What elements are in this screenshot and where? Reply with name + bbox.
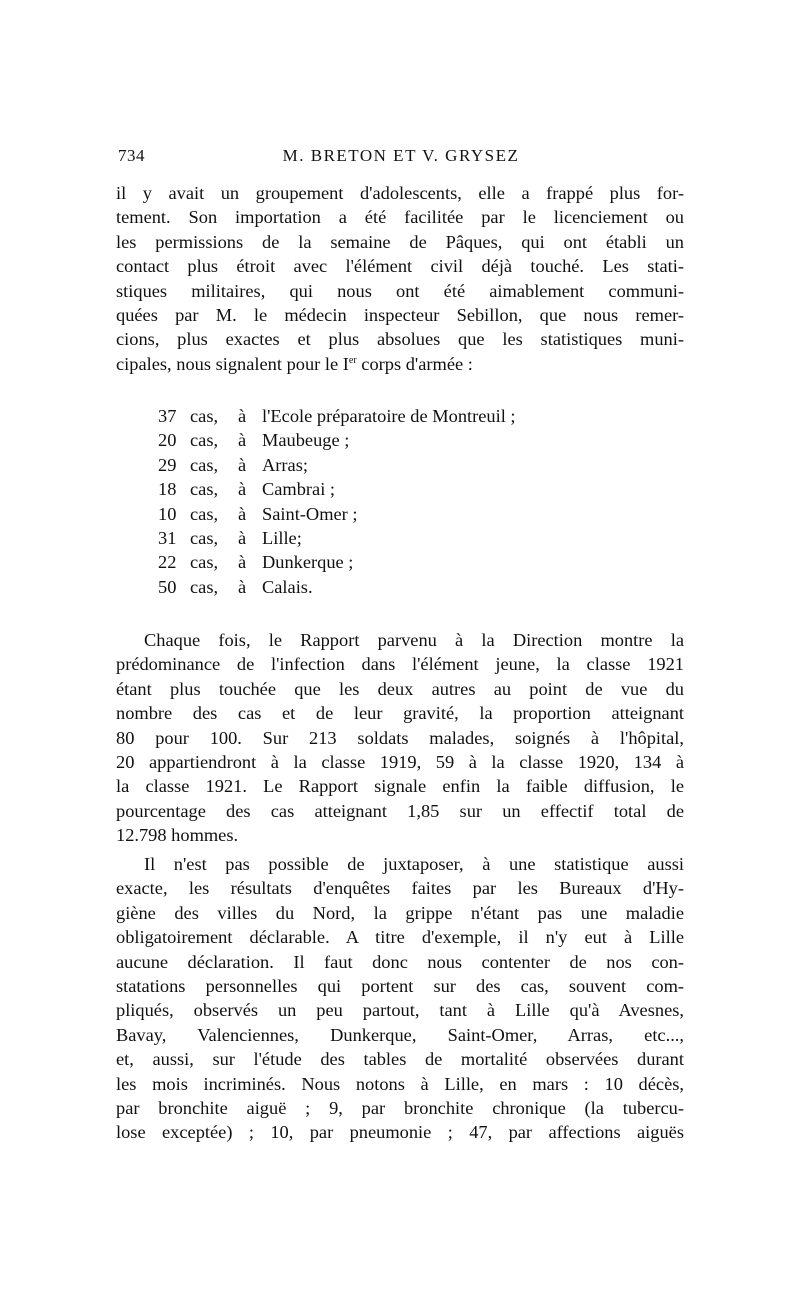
case-label: cas, (190, 528, 219, 549)
cases-list (158, 404, 516, 599)
case-place: Arras; (262, 454, 308, 475)
text-line: prédominance de l'infection dans l'élément jeune, la classe 1921 (116, 654, 684, 675)
case-count: 20 (158, 430, 177, 451)
text-line: giène des villes du Nord, la grippe n'étant pas une maladie (116, 902, 684, 923)
text-fragment: corps d'armée : (356, 353, 473, 374)
case-count: 31 (158, 528, 177, 549)
running-title: M. BRETON ET V. GRYSEZ (282, 146, 520, 165)
list-item (158, 404, 516, 428)
text-line: il y avait un groupement d'adolescents, elle a frappé plus for- (116, 183, 684, 203)
list-item (158, 575, 516, 599)
list-item (158, 550, 516, 574)
paragraph-1 (116, 181, 684, 376)
case-place: Dunkerque ; (262, 552, 354, 573)
text-line: Bavay, Valenciennes, Dunkerque, Saint-Omer, Arras, etc..., (116, 1024, 684, 1045)
text-line: lose exceptée) ; 10, par pneumonie ; 47, par affections aiguës (116, 1122, 684, 1143)
text-line: cions, plus exactes et plus absolues que les statistiques muni- (116, 329, 684, 350)
case-preposition: à (238, 552, 247, 573)
case-preposition: à (238, 528, 247, 549)
case-count: 10 (158, 503, 177, 524)
case-place: Saint-Omer ; (262, 503, 358, 524)
text-line: pliqués, observés un peu partout, tant à Lille qu'à Avesnes, (116, 1000, 684, 1021)
paragraph-2 (116, 628, 684, 848)
case-preposition: à (238, 454, 247, 475)
case-place: l'Ecole préparatoire de Montreuil ; (262, 406, 516, 426)
case-count: 18 (158, 479, 177, 500)
text-line: 12.798 hommes. (116, 825, 239, 846)
text-line: les permissions de la semaine de Pâques, qui ont établi un (116, 231, 684, 252)
case-preposition: à (238, 503, 247, 524)
text-line: 20 appartiendront à la classe 1919, 59 à la classe 1920, 134 à (116, 752, 684, 773)
case-count: 37 (158, 406, 177, 426)
text-line: obligatoirement déclarable. A titre d'exemple, il n'y eut à Lille (116, 927, 684, 948)
text-line: exacte, les résultats d'enquêtes faites par les Bureaux d'Hy- (116, 878, 684, 899)
list-item (158, 477, 516, 501)
case-place: Cambrai ; (262, 479, 336, 500)
text-line: quées par M. le médecin inspecteur Sebillon, que nous remer- (116, 305, 684, 326)
list-item (158, 502, 516, 526)
text-line: les mois incriminés. Nous notons à Lille, en mars : 10 décès, (116, 1073, 684, 1094)
text-line: étant plus touchée que les deux autres au point de vue du (116, 678, 684, 699)
text-line: tement. Son importation a été facilitée par le licenciement ou (116, 207, 684, 228)
case-count: 29 (158, 454, 177, 475)
text-line: Il n'est pas possible de juxtaposer, à une statistique aussi (144, 854, 684, 874)
case-label: cas, (190, 430, 219, 451)
case-count: 50 (158, 576, 177, 597)
paragraph-3 (116, 852, 684, 1145)
page-number: 734 (118, 146, 145, 165)
case-place: Maubeuge ; (262, 430, 350, 451)
case-label: cas, (190, 479, 219, 500)
case-preposition: à (238, 479, 247, 500)
case-label: cas, (190, 406, 219, 426)
text-line: Chaque fois, le Rapport parvenu à la Direction montre la (144, 630, 684, 650)
case-count: 22 (158, 552, 177, 573)
text-fragment: cipales, nous signalent pour le I (116, 353, 349, 374)
list-item (158, 526, 516, 550)
text-line: par bronchite aiguë ; 9, par bronchite chronique (la tubercu- (116, 1098, 684, 1119)
case-label: cas, (190, 454, 219, 475)
list-item (158, 453, 516, 477)
text-line: pourcentage des cas atteignant 1,85 sur un effectif total de (116, 800, 684, 821)
superscript: er (348, 354, 357, 366)
text-line: aucune déclaration. Il faut donc nous contenter de nos con- (116, 951, 684, 972)
text-line: stiques militaires, qui nous ont été aimablement communi- (116, 280, 684, 301)
text-line: statations personnelles qui portent sur des cas, souvent com- (116, 976, 684, 997)
case-preposition: à (238, 430, 247, 451)
text-line: et, aussi, sur l'étude des tables de mortalité observées durant (116, 1049, 684, 1070)
case-label: cas, (190, 552, 219, 573)
text-line: la classe 1921. Le Rapport signale enfin la faible diffusion, le (116, 776, 684, 797)
case-label: cas, (190, 576, 219, 597)
list-item (158, 428, 516, 452)
running-header (118, 146, 684, 170)
text-line: 80 pour 100. Sur 213 soldats malades, soignés à l'hôpital, (116, 727, 684, 748)
case-preposition: à (238, 406, 247, 426)
case-place: Calais. (262, 576, 313, 597)
case-preposition: à (238, 576, 247, 597)
text-line: nombre des cas et de leur gravité, la proportion atteignant (116, 703, 684, 724)
case-place: Lille; (262, 528, 302, 549)
text-line: contact plus étroit avec l'élément civil déjà touché. Les stati- (116, 256, 684, 277)
case-label: cas, (190, 503, 219, 524)
text-line (116, 352, 684, 376)
